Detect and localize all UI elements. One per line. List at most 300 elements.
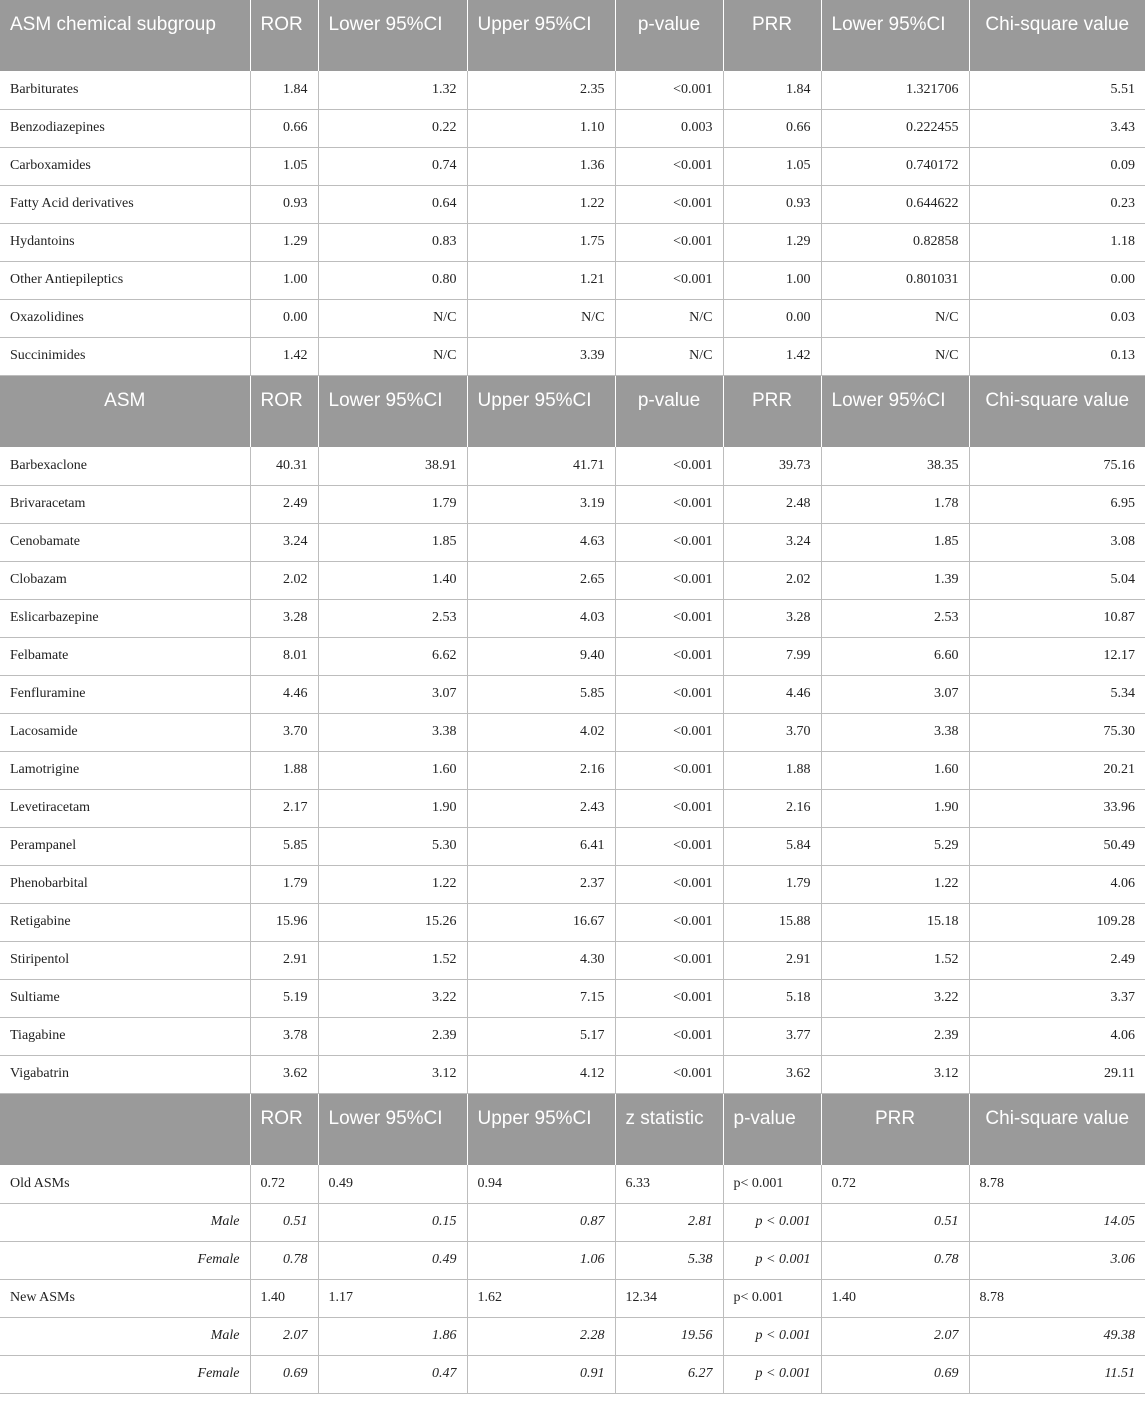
table-row [0,713,1145,751]
table-cell: 6.27 [615,1355,723,1393]
table-cell: 0.222455 [821,109,969,147]
table-cell: Male [0,1317,250,1355]
table-cell: 5.30 [318,827,467,865]
table-cell: 1.29 [723,223,821,261]
table-cell: 3.28 [723,599,821,637]
table-cell: 3.24 [250,523,318,561]
table-cell: Benzodiazepines [0,109,250,147]
table-cell: <0.001 [615,71,723,109]
table-row [0,147,1145,185]
table-cell: 1.79 [250,865,318,903]
table-cell: 2.02 [723,561,821,599]
table-cell: 38.35 [821,447,969,485]
table-cell: Female [0,1241,250,1279]
subgroup-header-row [0,0,1145,71]
table-cell: 4.46 [250,675,318,713]
table-cell: 4.06 [969,1017,1145,1055]
table-cell: Carboxamides [0,147,250,185]
table-cell: Oxazolidines [0,299,250,337]
header-cell: ROR [250,0,318,71]
table-cell: Fatty Acid derivatives [0,185,250,223]
table-row [0,865,1145,903]
table-cell: 2.37 [467,865,615,903]
header-cell: PRR [723,0,821,71]
table-cell: 1.00 [723,261,821,299]
table-cell: 5.04 [969,561,1145,599]
table-cell: 5.29 [821,827,969,865]
table-row [0,1017,1145,1055]
table-cell: 2.28 [467,1317,615,1355]
table-cell: Barbexaclone [0,447,250,485]
table-cell: Cenobamate [0,523,250,561]
table-cell: 4.03 [467,599,615,637]
table-cell: Tiagabine [0,1017,250,1055]
table-cell: Lamotrigine [0,751,250,789]
table-row [0,789,1145,827]
table-cell: 19.56 [615,1317,723,1355]
table-cell: 0.78 [821,1241,969,1279]
table-cell: 0.51 [250,1203,318,1241]
table-cell: 7.15 [467,979,615,1017]
table-cell: 1.90 [318,789,467,827]
table-cell: 6.33 [615,1165,723,1203]
table-cell: N/C [615,299,723,337]
table-cell: Phenobarbital [0,865,250,903]
table-cell: 16.67 [467,903,615,941]
table-row [0,523,1145,561]
table-cell: 4.30 [467,941,615,979]
table-cell: Old ASMs [0,1165,250,1203]
table-cell: 0.644622 [821,185,969,223]
table-cell: 0.83 [318,223,467,261]
table-cell: 1.52 [821,941,969,979]
table-cell: <0.001 [615,865,723,903]
table-cell: 3.70 [250,713,318,751]
table-cell: 3.07 [821,675,969,713]
table-cell: 15.18 [821,903,969,941]
table-cell: 8.78 [969,1279,1145,1317]
header-cell: Chi-square value [969,0,1145,71]
table-cell: 1.42 [250,337,318,375]
table-cell: 2.49 [969,941,1145,979]
table-cell: 0.00 [250,299,318,337]
table-row [0,561,1145,599]
table-cell: 1.10 [467,109,615,147]
table-cell: 2.39 [821,1017,969,1055]
table-cell: 1.90 [821,789,969,827]
table-cell: 8.01 [250,637,318,675]
table-cell: 0.94 [467,1165,615,1203]
table-cell: 3.12 [318,1055,467,1093]
table-row [0,71,1145,109]
table-cell: 10.87 [969,599,1145,637]
table-cell: 0.47 [318,1355,467,1393]
table-row [0,1165,1145,1203]
table-cell: 1.22 [318,865,467,903]
table-cell: 1.84 [250,71,318,109]
table-cell: 1.32 [318,71,467,109]
table-cell: 2.43 [467,789,615,827]
table-cell: 2.39 [318,1017,467,1055]
table-cell: 3.43 [969,109,1145,147]
header-cell: Lower 95%CI [318,375,467,447]
table-row [0,827,1145,865]
table-row [0,261,1145,299]
table-cell: 15.88 [723,903,821,941]
table-cell: 1.21 [467,261,615,299]
table-cell: <0.001 [615,261,723,299]
table-cell: 2.65 [467,561,615,599]
table-cell: Barbiturates [0,71,250,109]
table-cell: 3.70 [723,713,821,751]
table-cell: 2.07 [821,1317,969,1355]
table-cell: Retigabine [0,903,250,941]
header-cell: ROR [250,375,318,447]
table-row [0,185,1145,223]
table-cell: 5.17 [467,1017,615,1055]
table-cell: Hydantoins [0,223,250,261]
table-cell: 0.15 [318,1203,467,1241]
header-cell: PRR [821,1093,969,1165]
table-cell: 0.93 [723,185,821,223]
header-cell: Lower 95%CI [821,375,969,447]
table-cell: 3.22 [821,979,969,1017]
table-cell: 2.81 [615,1203,723,1241]
table-row [0,485,1145,523]
table-row [0,1241,1145,1279]
table-cell: 0.00 [969,261,1145,299]
header-cell: Upper 95%CI [467,375,615,447]
header-cell: PRR [723,375,821,447]
table-cell: 5.34 [969,675,1145,713]
table-cell: 1.60 [821,751,969,789]
table-cell: 2.53 [318,599,467,637]
table-cell: N/C [615,337,723,375]
table-row [0,979,1145,1017]
table-cell: 1.85 [318,523,467,561]
table-cell: 4.12 [467,1055,615,1093]
table-cell: 3.24 [723,523,821,561]
table-cell: <0.001 [615,523,723,561]
table-cell: 1.06 [467,1241,615,1279]
table-cell: 15.26 [318,903,467,941]
table-cell: Male [0,1203,250,1241]
table-cell: 1.40 [821,1279,969,1317]
table-cell: <0.001 [615,789,723,827]
table-cell: 2.91 [250,941,318,979]
table-cell: 0.51 [821,1203,969,1241]
table-cell: 1.17 [318,1279,467,1317]
table-cell: 0.22 [318,109,467,147]
header-cell: ASM chemical subgroup [0,0,250,71]
table-row [0,337,1145,375]
table-cell: 38.91 [318,447,467,485]
table-cell: 0.00 [723,299,821,337]
table-cell: <0.001 [615,827,723,865]
table-cell: <0.001 [615,979,723,1017]
header-cell: Chi-square value [969,1093,1145,1165]
table-row [0,1055,1145,1093]
table-cell: 5.84 [723,827,821,865]
table-row [0,109,1145,147]
table-cell: 1.05 [723,147,821,185]
table-cell: 1.39 [821,561,969,599]
table-row [0,447,1145,485]
table-cell: <0.001 [615,751,723,789]
table-cell: 3.38 [318,713,467,751]
table-cell: 1.42 [723,337,821,375]
table-cell: Other Antiepileptics [0,261,250,299]
table-cell: 1.85 [821,523,969,561]
table-cell: 9.40 [467,637,615,675]
table-cell: Sultiame [0,979,250,1017]
table-cell: 0.72 [821,1165,969,1203]
table-row [0,299,1145,337]
table-cell: 0.78 [250,1241,318,1279]
table-cell: 3.22 [318,979,467,1017]
table-cell: 1.62 [467,1279,615,1317]
table-cell: 2.02 [250,561,318,599]
table-cell: 41.71 [467,447,615,485]
table-cell: Stiripentol [0,941,250,979]
header-cell: ROR [250,1093,318,1165]
table-cell: 4.06 [969,865,1145,903]
table-cell: Succinimides [0,337,250,375]
header-cell: p-value [615,375,723,447]
table-cell: 12.34 [615,1279,723,1317]
table-cell: 0.23 [969,185,1145,223]
header-cell: Upper 95%CI [467,1093,615,1165]
table-cell: 2.49 [250,485,318,523]
comparison-header-row [0,1093,1145,1165]
table-cell: 2.91 [723,941,821,979]
table-cell: 1.84 [723,71,821,109]
table-cell: 2.16 [723,789,821,827]
table-row [0,903,1145,941]
table-cell: p < 0.001 [723,1317,821,1355]
table-cell: <0.001 [615,903,723,941]
table-cell: 0.09 [969,147,1145,185]
table-cell: 0.80 [318,261,467,299]
table-cell: 5.19 [250,979,318,1017]
table-cell: 1.79 [318,485,467,523]
header-cell: Upper 95%CI [467,0,615,71]
table-cell: 0.801031 [821,261,969,299]
table-cell: Female [0,1355,250,1393]
table-cell: 2.07 [250,1317,318,1355]
table-cell: 0.740172 [821,147,969,185]
table-cell: 5.85 [467,675,615,713]
table-cell: 3.38 [821,713,969,751]
table-cell: 15.96 [250,903,318,941]
table-cell: 3.08 [969,523,1145,561]
table-cell: p < 0.001 [723,1241,821,1279]
table-cell: 1.60 [318,751,467,789]
table-cell: 50.49 [969,827,1145,865]
table-cell: N/C [467,299,615,337]
header-cell: Lower 95%CI [318,1093,467,1165]
table-cell: 5.18 [723,979,821,1017]
table-cell: 3.37 [969,979,1145,1017]
table-cell: 0.13 [969,337,1145,375]
table-cell: 33.96 [969,789,1145,827]
table-cell: 1.18 [969,223,1145,261]
table-cell: 1.79 [723,865,821,903]
table-cell: Eslicarbazepine [0,599,250,637]
table-row [0,941,1145,979]
table-cell: 0.003 [615,109,723,147]
table-cell: p < 0.001 [723,1355,821,1393]
table-cell: <0.001 [615,185,723,223]
table-cell: N/C [318,299,467,337]
table-cell: 3.12 [821,1055,969,1093]
table-row [0,751,1145,789]
table-cell: 1.36 [467,147,615,185]
table-cell: 7.99 [723,637,821,675]
table-cell: 3.78 [250,1017,318,1055]
table-cell: <0.001 [615,485,723,523]
table-cell: <0.001 [615,223,723,261]
table-cell: p< 0.001 [723,1279,821,1317]
table-cell: 5.85 [250,827,318,865]
table-cell: 2.53 [821,599,969,637]
table-cell: 1.00 [250,261,318,299]
table-cell: 0.64 [318,185,467,223]
table-cell: 0.87 [467,1203,615,1241]
table-cell: Vigabatrin [0,1055,250,1093]
header-cell: Lower 95%CI [318,0,467,71]
table-cell: 2.35 [467,71,615,109]
table-row [0,1279,1145,1317]
table-row [0,1317,1145,1355]
table-row [0,599,1145,637]
table-cell: 4.63 [467,523,615,561]
asm-header-row [0,375,1145,447]
header-cell: Lower 95%CI [821,0,969,71]
table-cell: 75.30 [969,713,1145,751]
header-cell: z statistic [615,1093,723,1165]
table-cell: 4.46 [723,675,821,713]
table-cell: 1.52 [318,941,467,979]
table-cell: 3.28 [250,599,318,637]
table-cell: 29.11 [969,1055,1145,1093]
table-cell: 1.321706 [821,71,969,109]
header-cell: p-value [723,1093,821,1165]
table-cell: <0.001 [615,599,723,637]
header-cell: Chi-square value [969,375,1145,447]
table-cell: 40.31 [250,447,318,485]
table-cell: 1.40 [318,561,467,599]
table-cell: 2.17 [250,789,318,827]
table-cell: 3.07 [318,675,467,713]
table-cell: Brivaracetam [0,485,250,523]
table-cell: 20.21 [969,751,1145,789]
table-cell: N/C [821,299,969,337]
table-cell: 0.69 [821,1355,969,1393]
table-cell: <0.001 [615,147,723,185]
table-cell: Levetiracetam [0,789,250,827]
table-cell: New ASMs [0,1279,250,1317]
table-cell: <0.001 [615,447,723,485]
table-row [0,1203,1145,1241]
table-cell: p < 0.001 [723,1203,821,1241]
table-cell: 0.91 [467,1355,615,1393]
table-cell: <0.001 [615,941,723,979]
table-cell: 11.51 [969,1355,1145,1393]
table-cell: 1.22 [821,865,969,903]
table-row [0,1355,1145,1393]
table-cell: 0.03 [969,299,1145,337]
table-cell: 1.22 [467,185,615,223]
table-cell: <0.001 [615,561,723,599]
table-cell: 4.02 [467,713,615,751]
table-cell: 6.62 [318,637,467,675]
table-cell: 0.66 [723,109,821,147]
table-cell: 1.05 [250,147,318,185]
table-cell: 5.38 [615,1241,723,1279]
table-cell: <0.001 [615,675,723,713]
table-cell: 3.39 [467,337,615,375]
table-cell: 0.66 [250,109,318,147]
table-cell: <0.001 [615,1055,723,1093]
table-cell: 3.62 [250,1055,318,1093]
table-cell: 14.05 [969,1203,1145,1241]
table-cell: 0.93 [250,185,318,223]
table-cell: 2.48 [723,485,821,523]
table-row [0,223,1145,261]
table-cell: 0.69 [250,1355,318,1393]
table-cell: 39.73 [723,447,821,485]
table-cell: 6.41 [467,827,615,865]
table-cell: Lacosamide [0,713,250,751]
table-cell: 1.88 [250,751,318,789]
table-cell: 3.06 [969,1241,1145,1279]
table-cell: 49.38 [969,1317,1145,1355]
table-cell: N/C [821,337,969,375]
header-cell: ASM [0,375,250,447]
table-cell: 109.28 [969,903,1145,941]
table-cell: 6.95 [969,485,1145,523]
table-cell: 1.88 [723,751,821,789]
table-cell: 1.75 [467,223,615,261]
table-cell: 12.17 [969,637,1145,675]
table-cell: 3.62 [723,1055,821,1093]
table-cell: 2.16 [467,751,615,789]
header-cell [0,1093,250,1165]
table-cell: 8.78 [969,1165,1145,1203]
table-cell: <0.001 [615,1017,723,1055]
table-cell: 1.78 [821,485,969,523]
table-cell: 0.74 [318,147,467,185]
table-cell: 0.82858 [821,223,969,261]
table-cell: 3.77 [723,1017,821,1055]
table-cell: 0.49 [318,1165,467,1203]
table-cell: N/C [318,337,467,375]
header-cell: p-value [615,0,723,71]
table-cell: 75.16 [969,447,1145,485]
table-cell: Perampanel [0,827,250,865]
table-cell: p< 0.001 [723,1165,821,1203]
table-cell: Felbamate [0,637,250,675]
table-cell: <0.001 [615,637,723,675]
table-cell: 1.40 [250,1279,318,1317]
table-row [0,637,1145,675]
table-cell: Clobazam [0,561,250,599]
table-row [0,675,1145,713]
table-cell: 5.51 [969,71,1145,109]
table-cell: 1.29 [250,223,318,261]
table-cell: 6.60 [821,637,969,675]
